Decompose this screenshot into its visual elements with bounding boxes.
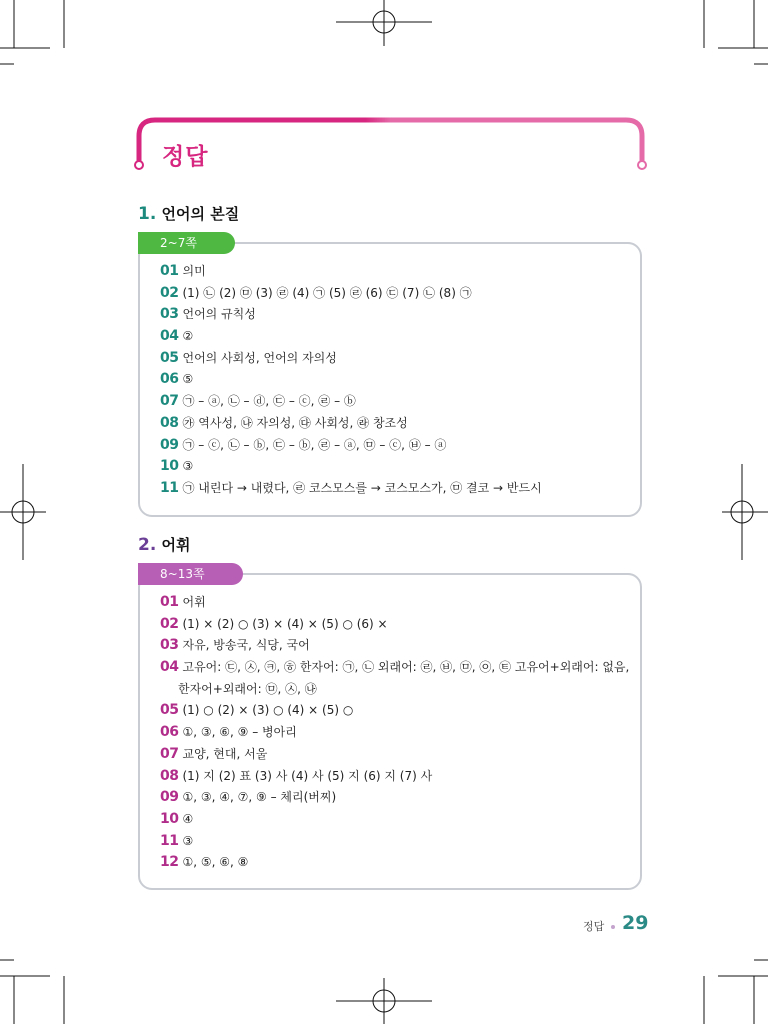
answer-row-1-01 xyxy=(160,261,542,283)
question-number: 05 xyxy=(160,349,179,366)
section-2-answer-list xyxy=(160,592,629,874)
answer-row-2-10 xyxy=(160,809,629,831)
footer-separator-dot xyxy=(611,925,615,929)
answer-text: ①, ③, ⑥, ⑨ – 병아리 xyxy=(182,725,297,740)
answer-row-2-04-continued xyxy=(160,679,629,701)
question-number: 10 xyxy=(160,810,179,827)
question-number: 03 xyxy=(160,637,179,654)
answer-text: 어휘 xyxy=(182,595,206,609)
answer-text: 언어의 사회성, 언어의 자의성 xyxy=(182,350,337,365)
answer-text: (1) 지 (2) 표 (3) 사 (4) 사 (5) 지 (6) 지 (7) 사 xyxy=(182,768,433,783)
section-2-page-tab: 8~13쪽 xyxy=(138,563,243,585)
section-1-page-tab: 2~7쪽 xyxy=(138,232,235,254)
page-title: 정답 xyxy=(162,144,209,170)
answer-text: 고유어: ㉢, ㉦, ㉪, ㉭ 한자어: ㉠, ㉡ 외래어: ㉣, ㉥, ㉤, ㉧, ㉫ 고유어+외래어: 없음, xyxy=(182,660,630,675)
section-1-heading xyxy=(138,203,239,224)
answer-row-2-02 xyxy=(160,614,629,636)
answer-row-2-08 xyxy=(160,766,629,788)
answer-text: ㉠ 내린다 → 내렸다, ㉣ 코스모스를 → 코스모스가, ㉤ 결코 → 반드시 xyxy=(182,480,542,495)
footer-label: 정답 xyxy=(583,920,605,933)
question-number: 05 xyxy=(160,702,179,719)
question-number: 04 xyxy=(160,328,179,345)
answer-text: 언어의 규칙성 xyxy=(182,307,256,322)
answer-row-2-12 xyxy=(160,852,629,874)
question-number: 11 xyxy=(160,479,179,496)
answer-row-1-09 xyxy=(160,435,542,457)
question-number: 06 xyxy=(160,371,179,388)
answer-row-2-06 xyxy=(160,722,629,744)
answer-text: ①, ③, ④, ⑦, ⑨ – 체리(버찌) xyxy=(182,790,337,805)
answer-text: ㉠ – ⓒ, ㉡ – ⓑ, ㉢ – ⓑ, ㉣ – ⓐ, ㉤ – ⓒ, ㉥ – ⓐ xyxy=(182,437,447,452)
answer-text: ④ xyxy=(182,811,194,826)
answer-text: 교양, 현대, 서울 xyxy=(182,746,268,761)
answer-row-1-08 xyxy=(160,413,542,435)
answer-row-1-02 xyxy=(160,283,542,305)
question-number: 04 xyxy=(160,659,179,676)
answer-text-continued: 한자어+외래어: ㉤, ㉦, ㉯ xyxy=(178,681,317,696)
answer-row-2-01 xyxy=(160,592,629,614)
answer-row-1-11 xyxy=(160,478,542,500)
answer-text: ⑤ xyxy=(182,372,194,387)
answer-row-2-05 xyxy=(160,700,629,722)
answer-text: (1) × (2) ○ (3) × (4) × (5) ○ (6) × xyxy=(182,616,388,631)
answer-row-1-07 xyxy=(160,391,542,413)
answer-row-2-04 xyxy=(160,657,629,679)
question-number: 06 xyxy=(160,724,179,741)
section-2-number: 2. xyxy=(138,535,157,555)
section-2-title: 어휘 xyxy=(161,536,191,554)
section-1-title: 언어의 본질 xyxy=(161,205,240,223)
answer-text: ①, ⑤, ⑥, ⑧ xyxy=(182,855,249,870)
answer-row-1-05 xyxy=(160,348,542,370)
question-number: 07 xyxy=(160,393,179,410)
question-number: 03 xyxy=(160,306,179,323)
answer-text: ② xyxy=(182,329,194,344)
answer-text: (1) ㉡ (2) ㉤ (3) ㉣ (4) ㉠ (5) ㉣ (6) ㉢ (7) ㉡ (8) ㉠ xyxy=(182,285,472,300)
section-1-answer-list xyxy=(160,261,542,500)
section-1-number: 1. xyxy=(138,204,157,224)
answer-row-2-03 xyxy=(160,635,629,657)
question-number: 01 xyxy=(160,594,179,610)
answer-text: 자유, 방송국, 식당, 국어 xyxy=(182,638,310,653)
answer-text: (1) ○ (2) × (3) ○ (4) × (5) ○ xyxy=(182,703,354,718)
section-2-heading xyxy=(138,534,191,555)
answer-text: ③ xyxy=(182,833,194,848)
question-number: 10 xyxy=(160,458,179,475)
question-number: 09 xyxy=(160,789,179,806)
question-number: 11 xyxy=(160,832,179,849)
question-number: 12 xyxy=(160,854,179,871)
answer-row-1-10 xyxy=(160,456,542,478)
answer-row-1-03 xyxy=(160,304,542,326)
question-number: 08 xyxy=(160,767,179,784)
answer-row-2-11 xyxy=(160,831,629,853)
question-number: 01 xyxy=(160,263,179,279)
answer-text: ㉠ – ⓐ, ㉡ – ⓓ, ㉢ – ⓒ, ㉣ – ⓑ xyxy=(182,394,356,409)
question-number: 02 xyxy=(160,615,179,632)
answer-text: 의미 xyxy=(182,264,206,278)
question-number: 08 xyxy=(160,414,179,431)
page-number: 29 xyxy=(622,912,649,934)
question-number: 09 xyxy=(160,436,179,453)
question-number: 02 xyxy=(160,284,179,301)
question-number: 07 xyxy=(160,745,179,762)
answer-text: ③ xyxy=(182,459,194,474)
answer-row-1-04 xyxy=(160,326,542,348)
answer-text: ㉮ 역사성, ㉯ 자의성, ㉰ 사회성, ㉱ 창조성 xyxy=(182,415,408,430)
answer-row-2-07 xyxy=(160,744,629,766)
answer-row-1-06 xyxy=(160,369,542,391)
answer-row-2-09 xyxy=(160,787,629,809)
